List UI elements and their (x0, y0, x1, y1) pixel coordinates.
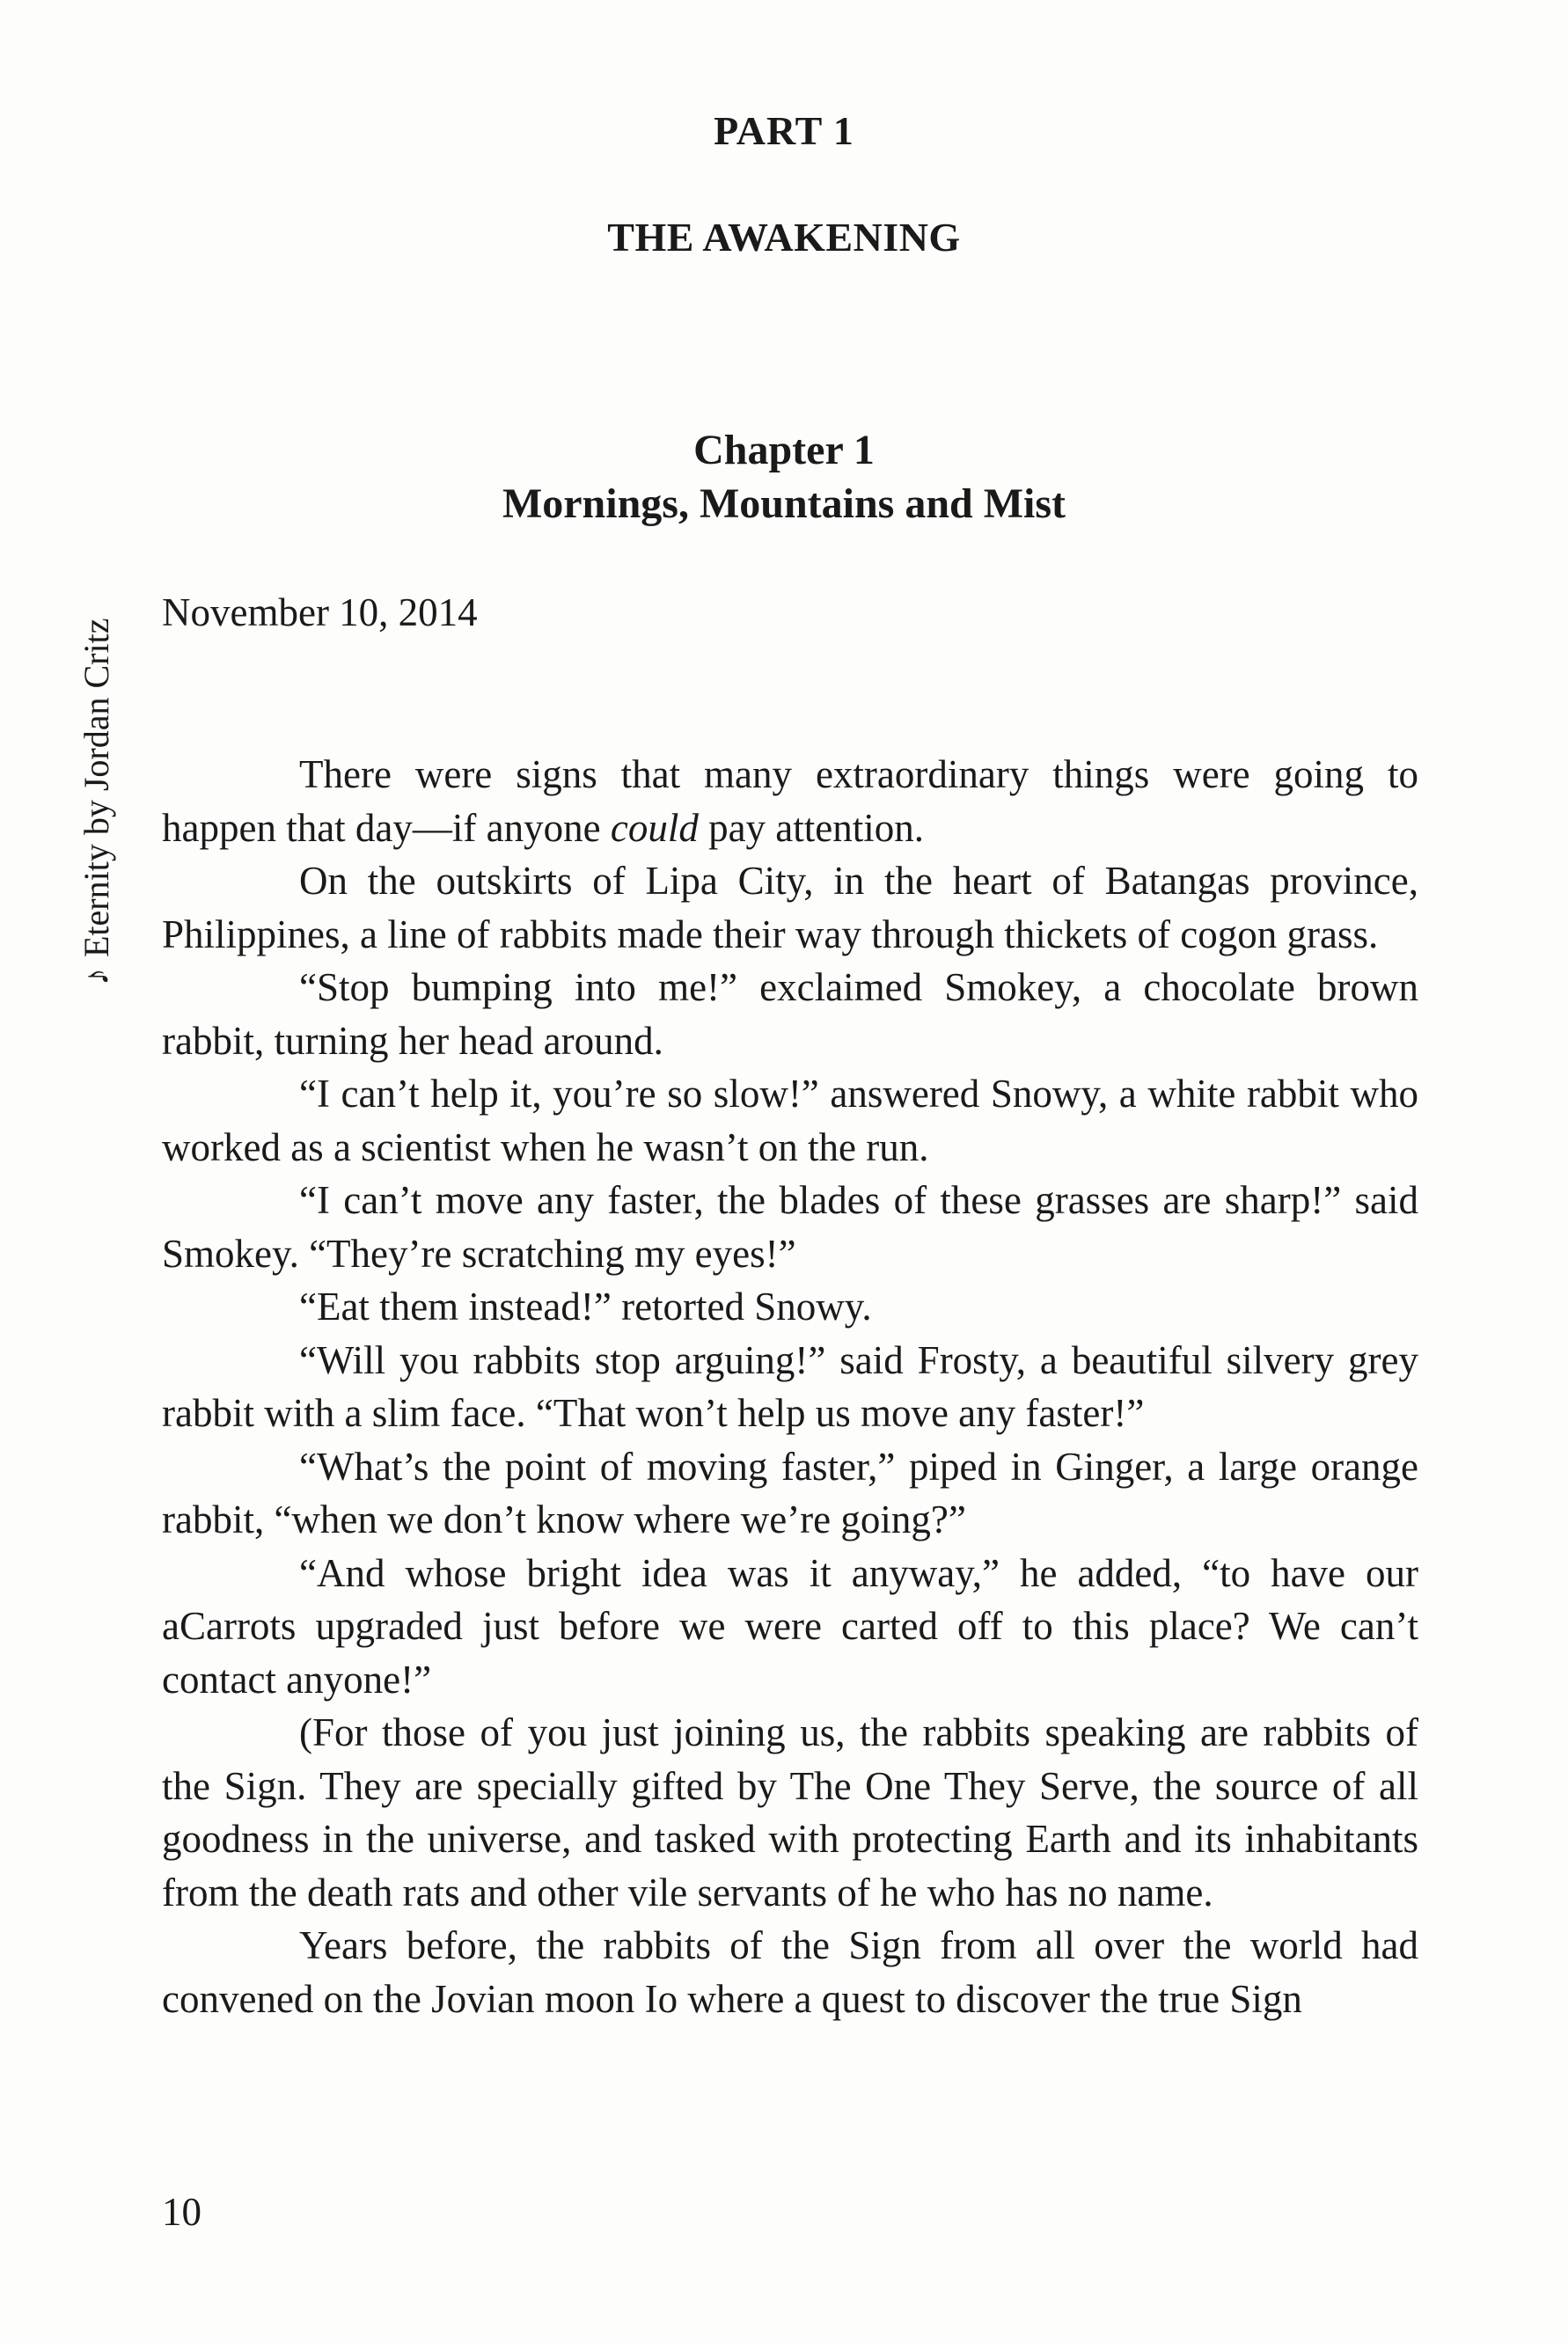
paragraph: On the outskirts of Lipa City, in the heart of Batangas province, Philippines, a line of rabbits made their way through thickets of cogon grass. (162, 859, 1418, 956)
body-text (162, 748, 1418, 2025)
paragraph: “Will you rabbits stop arguing!” said Frosty, a beautiful silvery grey rabbit with a slim face. “That won’t help us move any faster!” (162, 1337, 1418, 1435)
page-number: 10 (162, 2190, 201, 2234)
entry-date: November 10, 2014 (162, 590, 478, 634)
paragraph: Years before, the rabbits of the Sign from all over the world had convened on the Jovian moon Io where a quest to discover the true Sign (162, 1923, 1418, 2021)
paragraph: “Eat them instead!” retorted Snowy. (299, 1285, 872, 1329)
paragraph: (For those of you just joining us, the rabbits speaking are rabbits of the Sign. They are specially gifted by The One They Serve, the source of all goodness in the universe, and tasked with protecting Earth and its inhabitants from the death rats and other vile servants of he who has no name. (162, 1710, 1418, 1915)
paragraph: “I can’t help it, you’re so slow!” answered Snowy, a white rabbit who worked as a scientist when he wasn’t on the run. (162, 1072, 1418, 1169)
chapter-number: Chapter 1 (693, 427, 875, 473)
emphasis: could (610, 805, 699, 850)
paragraph: There were signs that many extraordinary things were going to happen that day—if anyone could pay attention. (162, 752, 1418, 850)
chapter-title: Mornings, Mountains and Mist (502, 480, 1066, 527)
paragraph: “I can’t move any faster, the blades of these grasses are sharp!” said Smokey. “They’re scratching my eyes!” (162, 1178, 1418, 1276)
side-credit (70, 545, 123, 985)
paragraph: “And whose bright idea was it anyway,” he added, “to have our aCarrots upgraded just before we were carted off to this place? We can’t contact anyone!” (162, 1550, 1418, 1702)
paragraph: “What’s the point of moving faster,” piped in Ginger, a large orange rabbit, “when we don’t know where we’re going?” (162, 1444, 1418, 1541)
part-heading: PART 1 (714, 108, 854, 153)
music-note-icon: ♪ (77, 968, 116, 985)
part-title: THE AWAKENING (607, 215, 961, 260)
paragraph: “Stop bumping into me!” exclaimed Smokey, a chocolate brown rabbit, turning her head around. (162, 965, 1418, 1063)
side-credit-text: Eternity by Jordan Critz (77, 618, 116, 957)
